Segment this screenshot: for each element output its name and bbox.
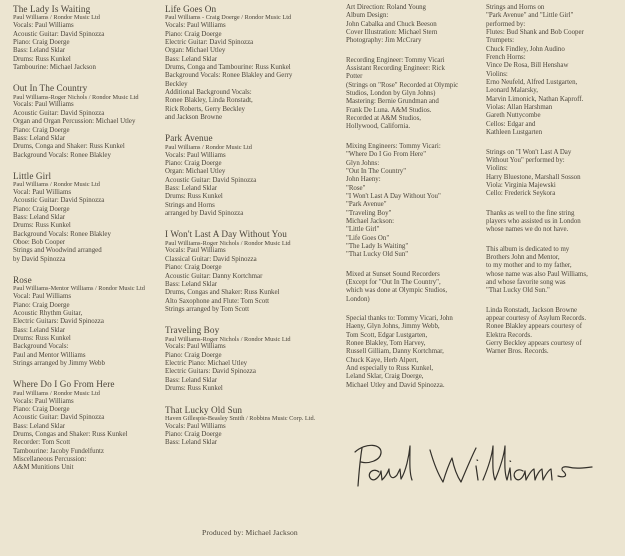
credit-line: Background Vocals: Ronee Blakley and Gerry <box>165 72 293 80</box>
credit-line: Recording Engineer: Tommy Vicari <box>346 56 445 64</box>
song-publisher: Paul Williams-Mentor Williams / Rondor Music Ltd <box>13 285 145 293</box>
credit-line: Drums, Conga and Tambourine: Russ Kunkel <box>165 63 291 71</box>
song-credit-block <box>13 171 161 264</box>
credit-line: Special thanks to: Tommy Vicari, John <box>346 315 453 322</box>
credit-line: Cover Illustration: Michael Stern <box>346 29 438 37</box>
credits-column-4 <box>486 4 622 368</box>
credit-line: This album is dedicated to my <box>486 245 570 253</box>
song-credit-block <box>13 275 161 368</box>
credit-line: Vocals: Paul Williams <box>13 101 74 109</box>
credit-line: Bass: Leland Sklar <box>13 422 66 430</box>
song-title: Life Goes On <box>165 4 217 14</box>
credit-line: appear courtesy of Asylum Records. <box>486 315 587 322</box>
credit-line: Leonard Malarsky, <box>486 87 538 95</box>
credits-paragraph <box>486 307 622 357</box>
credit-line: Piano: Craig Doerge <box>13 205 70 213</box>
song-title: Rose <box>13 275 32 286</box>
credit-line: Drums, Conga and Shaker: Russ Kunkel <box>13 143 125 151</box>
credit-line: Organ: Michael Utley <box>165 168 226 176</box>
credits-paragraph <box>486 4 622 138</box>
credit-line: Piano: Craig Doerge <box>165 431 222 439</box>
credit-line: Acoustic Guitar: David Spinozza <box>165 176 257 184</box>
credit-line: Strings arranged by Tom Scott <box>165 305 249 313</box>
song-title: That Lucky Old Sun <box>165 404 243 415</box>
credits-column-2 <box>165 4 337 459</box>
credit-line: Violins: <box>486 70 508 78</box>
credit-line: Acoustic Guitar: David Spinozza <box>13 30 105 38</box>
credit-line: "Where Do I Go From Here" <box>346 151 427 159</box>
song-credit-block <box>165 229 337 314</box>
song-credit-block <box>165 4 337 122</box>
song-title: Traveling Boy <box>165 325 220 336</box>
song-credit-block <box>165 133 337 218</box>
song-title: Where Do I Go From Here <box>13 379 115 390</box>
credit-line: Recorder: Tom Scott <box>13 439 71 447</box>
producer-credit: Produced by: Michael Jackson <box>202 528 298 537</box>
credit-line: Brothers John and Mentor, <box>486 253 560 261</box>
credit-line: Piano: Craig Doerge <box>165 30 222 38</box>
credit-line: Michael Jackson: <box>346 217 395 225</box>
credit-line: Potter <box>346 73 363 81</box>
credit-line: Strings and Woodwind arranged <box>13 247 102 255</box>
credit-line: Bass: Leland Sklar <box>165 55 218 63</box>
credit-line: Vocals: Paul Williams <box>165 247 226 255</box>
credit-line: Background Vocals: <box>13 343 69 351</box>
credit-line: "Traveling Boy" <box>346 209 392 217</box>
credit-line: Alto Saxophone and Flute: Tom Scott <box>165 297 270 305</box>
credit-line: Piano: Craig Doerge <box>165 159 222 167</box>
song-publisher: Paul Williams / Rondor Music Ltd <box>165 143 252 151</box>
credit-line: Frank De Luna. A&M Studios. <box>346 106 432 114</box>
credit-line: Erno Neufeld, Alfred Lustgarten, <box>486 79 578 87</box>
credit-line: Ronee Blakley, Tom Harvey, <box>346 340 426 348</box>
credit-line: "Park Avenue" and "Little Girl" <box>486 12 574 20</box>
credits-paragraph <box>346 143 486 260</box>
song-title: Little Girl <box>13 170 52 181</box>
credit-line: John Haeny: <box>346 176 381 184</box>
credit-line: Tambourine: Jacoby Fundelfuntz <box>13 447 104 455</box>
credit-line: Bass: Leland Sklar <box>165 439 218 447</box>
credit-line: Classical Guitar: David Spinozza <box>165 255 257 263</box>
credit-line: Piano: Craig Doerge <box>13 38 70 46</box>
credit-line: whose name was also Paul Williams, <box>486 270 588 278</box>
credit-line: "Out In The Country" <box>346 167 407 175</box>
credit-line: Ronee Blakley appears courtesy of <box>486 323 583 331</box>
credit-line: Vocals: Paul Williams <box>165 343 226 351</box>
credits-paragraph <box>486 210 622 235</box>
credit-line: Electric Guitars: David Spinozza <box>13 318 104 326</box>
credit-line: Chuck Findley, John Audino <box>486 45 565 53</box>
credit-line: Russell Gilliam, Danny Kortchmar, <box>346 348 444 356</box>
credit-line: "Little Girl" <box>346 226 380 234</box>
credit-line: Leland Sklar, Craig Doerge, <box>346 373 424 381</box>
credit-line: Drums: Russ Kunkel <box>13 55 71 63</box>
credit-line: Ronee Blakley, Linda Ronstadt, <box>165 97 253 105</box>
credit-line: Strings and Horns <box>165 201 215 209</box>
credit-line: Paul and Mentor Williams <box>13 351 86 359</box>
credit-line: Flutes: Bud Shank and Bob Cooper <box>486 29 584 37</box>
credit-line: (Strings on "Rose" Recorded at Olympic <box>346 81 459 89</box>
credit-line: Electric Guitars: David Spinozza <box>165 368 256 376</box>
credit-line: Vocal: Paul Williams <box>13 189 72 197</box>
credit-line: Harry Bluestone, Marshall Sosson <box>486 173 581 181</box>
credit-line: and Jackson Browne <box>165 113 223 121</box>
credits-paragraph <box>346 57 486 132</box>
song-publisher: Paul Williams-Roger Nichols / Rondor Music Ltd <box>165 335 291 343</box>
credit-line: Acoustic Guitar: Danny Kortchmar <box>165 272 263 280</box>
credit-line: Bass: Leland Sklar <box>165 376 218 384</box>
credit-line: "I Won't Last A Day Without You" <box>346 192 441 200</box>
song-publisher: Paul Williams-Roger Nichols / Rondor Music Ltd <box>165 239 291 247</box>
credit-line: Acoustic Guitar: David Spinozza <box>13 109 105 117</box>
credit-line: "Rose" <box>346 184 366 192</box>
credit-line: Mixing Engineers: Tommy Vicari: <box>346 142 441 150</box>
credit-line: Strings on "I Won't Last A Day <box>486 148 572 156</box>
credit-line: Miscellaneous Percussion: <box>13 456 87 464</box>
credit-line: to my mother and to my father, <box>486 262 572 270</box>
credit-line: Bass: Leland Sklar <box>13 47 66 55</box>
credit-line: Vocal: Paul Williams <box>13 293 72 301</box>
song-credit-block <box>165 325 337 393</box>
credit-line: Piano: Craig Doerge <box>13 406 70 414</box>
credit-line: Piano: Craig Doerge <box>13 126 70 134</box>
song-title: I Won't Last A Day Without You <box>165 229 287 240</box>
credit-line: John Cabalka and Chuck Beeson <box>346 20 437 28</box>
credit-line: Bass: Leland Sklar <box>165 184 218 192</box>
credit-line: Background Vocals: Ronee Blakley <box>13 230 111 238</box>
credit-line: Chuck Kaye, Herb Alpert, <box>346 356 419 364</box>
credit-line: Drums, Congas and Shaker: Russ Kunkel <box>13 431 128 439</box>
credit-line: Assistant Recording Engineer: Rick <box>346 65 445 73</box>
credit-line: Beckley <box>165 80 188 88</box>
credit-line: Bass: Leland Sklar <box>13 134 66 142</box>
credit-line: Drums: Russ Kunkel <box>13 335 71 343</box>
credit-line: Recorded at A&M Studios, <box>346 115 422 123</box>
credit-line: Elektra Records. <box>486 331 532 339</box>
credit-line: Vocals: Paul Williams <box>165 422 226 430</box>
credit-line: Gareth Nuttycombe <box>486 112 541 120</box>
credit-line: Violins: <box>486 165 508 173</box>
credit-line: "That Lucky Old Sun." <box>486 287 550 295</box>
credit-line: Album Design: <box>346 12 389 20</box>
credit-line: And especially to Russ Kunkel, <box>346 365 434 373</box>
credit-line: Cello: Frederick Seykora <box>486 190 556 198</box>
credit-line: Electric Guitar: David Spinozza <box>165 38 254 46</box>
credit-line: arranged by David Spinozza <box>165 209 244 217</box>
credit-line: Drums: Russ Kunkel <box>165 385 223 393</box>
credit-line: Haeny, Glyn Johns, Jimmy Webb, <box>346 323 440 331</box>
credit-line: Bass: Leland Sklar <box>13 326 66 334</box>
credit-line: Strings and Horns on <box>486 4 545 11</box>
credit-line: Organ: Michael Utley <box>165 47 226 55</box>
song-credit-block <box>13 83 161 160</box>
credit-line: "The Lady Is Waiting" <box>346 242 409 250</box>
credit-line: "Life Goes On" <box>346 234 390 242</box>
credit-line: Warner Bros. Records. <box>486 348 549 356</box>
credit-line: Thanks as well to the fine string <box>486 209 575 217</box>
credit-line: whose names we do not have. <box>486 226 569 234</box>
credits-paragraph <box>346 315 486 390</box>
credit-line: players who assisted us in London <box>486 217 581 225</box>
credit-line: Background Vocals: Ronee Blakley <box>13 151 111 159</box>
credit-line: Mastering: Bernie Grundman and <box>346 98 439 106</box>
credits-paragraph <box>486 246 622 296</box>
credit-line: Acoustic Guitar: David Spinozza <box>13 197 105 205</box>
credit-line: Bass: Leland Sklar <box>13 214 66 222</box>
song-title: Out In The Country <box>13 83 88 94</box>
credit-line: Drums, Congas and Shaker: Russ Kunkel <box>165 289 280 297</box>
credit-line: Vocals: Paul Williams <box>13 397 74 405</box>
credit-line: Strings arranged by Jimmy Webb <box>13 360 105 368</box>
credits-column-1 <box>13 4 161 484</box>
song-credit-block <box>13 4 161 72</box>
credit-line: Violas: Allan Harshman <box>486 104 553 112</box>
credit-line: by David Spinozza <box>13 255 66 263</box>
credit-line: Piano: Craig Doerge <box>13 301 70 309</box>
credit-line: Rick Roberts, Gerry Beckley <box>165 105 245 113</box>
credit-line: Organ and Organ Percussion: Michael Utley <box>13 118 136 126</box>
credit-line: Vocals: Paul Williams <box>165 22 226 30</box>
credits-paragraph <box>346 271 486 304</box>
song-publisher: Paul Williams - Craig Doerge / Rondor Music Ltd <box>165 14 292 22</box>
credit-line: London) <box>346 295 370 303</box>
credit-line: Piano: Craig Doerge <box>165 264 222 272</box>
credit-line: Vince De Rosa, Bill Henshaw <box>486 62 569 70</box>
song-title: The Lady Is Waiting <box>13 4 91 14</box>
song-publisher: Paul Williams / Rondor Music Ltd <box>13 181 100 189</box>
credit-line: Without You" performed by: <box>486 156 565 164</box>
credit-line: Viola: Virginia Majewski <box>486 181 556 189</box>
credit-line: Marvin Limonick, Nathan Kaproff. <box>486 95 584 103</box>
credit-line: Tom Scott, Edgar Lustgarten, <box>346 331 428 339</box>
credit-line: Acoustic Guitar: David Spinozza <box>13 414 105 422</box>
credits-column-3 <box>346 4 486 401</box>
credit-line: A&M Munitions Unit <box>13 464 74 472</box>
credit-line: Vocals: Paul Williams <box>13 22 74 30</box>
credit-line: Drums: Russ Kunkel <box>165 193 223 201</box>
credit-line: Acoustic Rhythm Guitar, <box>13 310 83 318</box>
credit-line: Vocals: Paul Williams <box>165 151 226 159</box>
credit-line: (Except for "Out In The Country", <box>346 278 441 286</box>
credit-line: Piano: Craig Doerge <box>165 351 222 359</box>
paul-williams-signature <box>346 438 614 496</box>
credit-line: Mixed at Sunset Sound Recorders <box>346 270 440 278</box>
credits-paragraph <box>346 4 486 46</box>
credits-paragraph <box>486 149 622 199</box>
credit-line: Bass: Leland Sklar <box>165 280 218 288</box>
song-title: Park Avenue <box>165 133 213 144</box>
credit-line: Art Direction: Roland Young <box>346 4 427 11</box>
credit-line: Hollywood, California. <box>346 123 411 131</box>
credit-line: Additional Background Vocals: <box>165 88 252 96</box>
credit-line: "Park Avenue" <box>346 201 387 209</box>
song-publisher: Haven Gillespie-Beasley Smith / Robbins Music Corp. Ltd. <box>165 414 316 422</box>
credit-line: Oboe: Bob Cooper <box>13 239 66 247</box>
credit-line: Photography: Jim McCrary <box>346 37 422 45</box>
credit-line: Michael Utley and David Spinozza. <box>346 381 445 389</box>
song-credit-block <box>13 379 161 472</box>
song-publisher: Paul Williams / Rondor Music Ltd <box>13 14 100 22</box>
credit-line: Linda Ronstadt, Jackson Browne <box>486 306 578 314</box>
credit-line: Drums: Russ Kunkel <box>13 222 71 230</box>
credit-line: Tambourine: Michael Jackson <box>13 63 96 71</box>
credit-line: Trumpets: <box>486 37 515 45</box>
credit-line: which was done at Olympic Studios, <box>346 287 448 295</box>
credit-line: and whose favorite song was <box>486 278 566 286</box>
credit-line: Studios, London by Glyn Johns) <box>346 90 436 98</box>
song-publisher: Paul Williams-Roger Nichols / Rondor Music Ltd <box>13 93 139 101</box>
credit-line: Gerry Beckley appears courtesy of <box>486 340 582 348</box>
song-credit-block <box>165 405 337 448</box>
credit-line: performed by: <box>486 20 526 28</box>
credit-line: Electric Piano: Michael Utley <box>165 360 248 368</box>
credit-line: Kathleen Lustgarten <box>486 129 543 137</box>
credit-line: Glyn Johns: <box>346 159 380 167</box>
credit-line: Cellos: Edgar and <box>486 120 536 128</box>
credit-line: French Horns: <box>486 54 526 62</box>
credit-line: "That Lucky Old Sun" <box>346 251 409 259</box>
song-publisher: Paul Williams / Rondor Music Ltd <box>13 389 100 397</box>
